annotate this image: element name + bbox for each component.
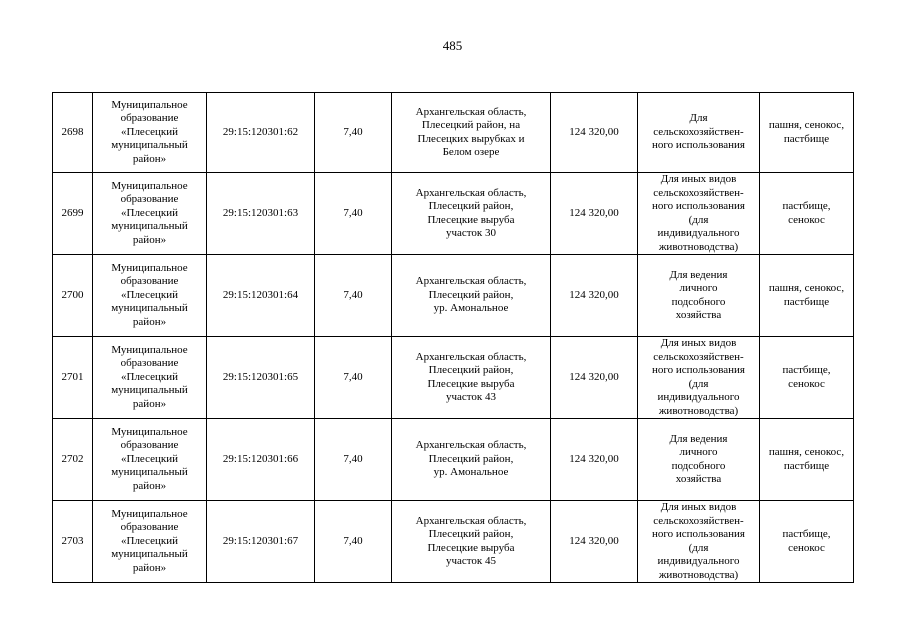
owner-cell: Муниципальное образование «Плесецкий муниципальный район» [93,93,207,173]
table-row [53,419,854,501]
table-row [53,501,854,583]
price-cell: 124 320,00 [551,419,638,501]
cadastral-number-cell: 29:15:120301:64 [207,255,315,337]
owner-cell: Муниципальное образование «Плесецкий муниципальный район» [93,419,207,501]
row-id: 2702 [53,419,93,501]
purpose-cell: Для иных видов сельскохозяйствен- ного использования (для индивидуального животноводства) [638,173,760,255]
purpose-cell: Для сельскохозяйствен- ного использования [638,93,760,173]
table-row [53,93,854,173]
page-number: 485 [442,38,463,53]
owner-cell: Муниципальное образование «Плесецкий муниципальный район» [93,173,207,255]
address-cell: Архангельская область, Плесецкий район, ур. Амональное [392,255,551,337]
area-cell: 7,40 [315,255,392,337]
purpose-cell: Для ведения личного подсобного хозяйства [638,419,760,501]
cadastral-number-cell: 29:15:120301:67 [207,501,315,583]
owner-cell: Муниципальное образование «Плесецкий муниципальный район» [93,255,207,337]
address-cell: Архангельская область, Плесецкий район, Плесецкие выруба участок 45 [392,501,551,583]
area-cell: 7,40 [315,419,392,501]
area-cell: 7,40 [315,501,392,583]
cadastral-number-cell: 29:15:120301:65 [207,337,315,419]
row-id: 2701 [53,337,93,419]
usage-cell: пастбище, сенокос [760,501,854,583]
usage-cell: пастбище, сенокос [760,173,854,255]
table-row [53,337,854,419]
table-row [53,173,854,255]
cadastral-number-cell: 29:15:120301:62 [207,93,315,173]
row-id: 2703 [53,501,93,583]
address-cell: Архангельская область, Плесецкий район, Плесецкие выруба участок 43 [392,337,551,419]
price-cell: 124 320,00 [551,255,638,337]
usage-cell: пашня, сенокос, пастбище [760,419,854,501]
owner-cell: Муниципальное образование «Плесецкий муниципальный район» [93,501,207,583]
purpose-cell: Для ведения личного подсобного хозяйства [638,255,760,337]
area-cell: 7,40 [315,93,392,173]
area-cell: 7,40 [315,337,392,419]
cadastral-number-cell: 29:15:120301:66 [207,419,315,501]
purpose-cell: Для иных видов сельскохозяйствен- ного использования (для индивидуального животноводства) [638,501,760,583]
row-id: 2700 [53,255,93,337]
row-id: 2698 [53,93,93,173]
price-cell: 124 320,00 [551,501,638,583]
purpose-cell: Для иных видов сельскохозяйствен- ного использования (для индивидуального животноводства) [638,337,760,419]
price-cell: 124 320,00 [551,93,638,173]
price-cell: 124 320,00 [551,337,638,419]
address-cell: Архангельская область, Плесецкий район, на Плесецких вырубках и Белом озере [392,93,551,173]
usage-cell: пашня, сенокос, пастбище [760,255,854,337]
table-row [53,255,854,337]
row-id: 2699 [53,173,93,255]
owner-cell: Муниципальное образование «Плесецкий муниципальный район» [93,337,207,419]
address-cell: Архангельская область, Плесецкий район, ур. Амональное [392,419,551,501]
usage-cell: пастбище, сенокос [760,337,854,419]
usage-cell: пашня, сенокос, пастбище [760,93,854,173]
address-cell: Архангельская область, Плесецкий район, Плесецкие выруба участок 30 [392,173,551,255]
area-cell: 7,40 [315,173,392,255]
price-cell: 124 320,00 [551,173,638,255]
land-registry-table [52,92,854,583]
cadastral-number-cell: 29:15:120301:63 [207,173,315,255]
